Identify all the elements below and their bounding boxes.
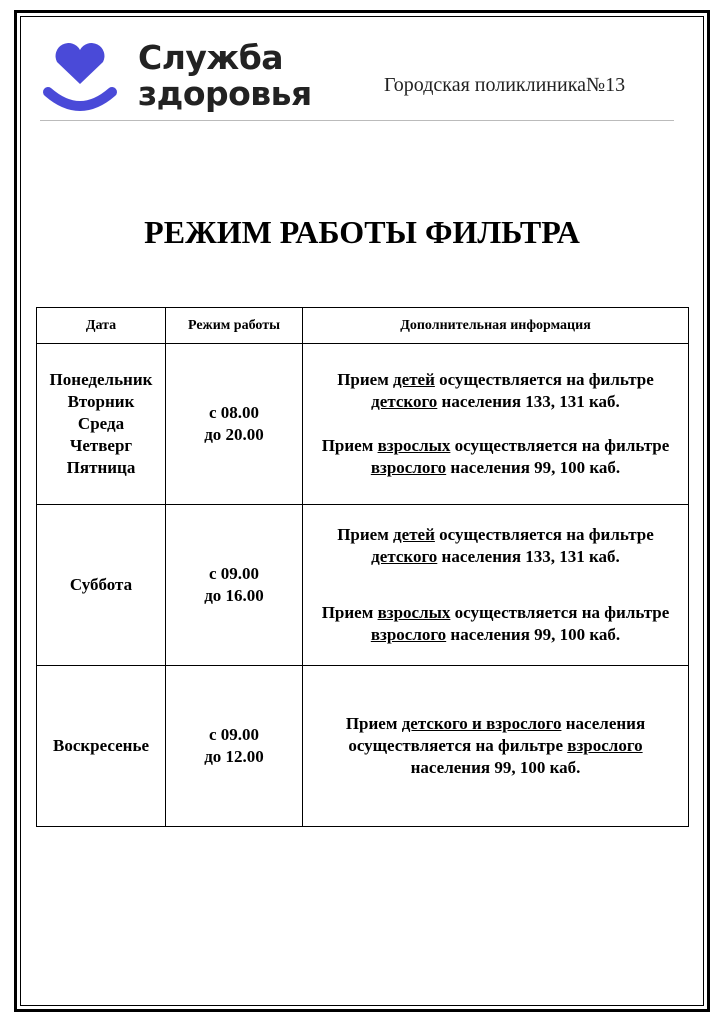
- table-header-row: [37, 308, 689, 344]
- hours-cell: [166, 344, 303, 505]
- logo-text: [138, 40, 312, 112]
- clinic-name: Городская поликлиника№13: [384, 74, 626, 96]
- adults-info: Прием взрослых осуществляется на фильтре взрослого населения 99, 100 каб.: [321, 603, 670, 644]
- day-label: Суббота: [69, 575, 133, 594]
- days-cell: [37, 666, 166, 827]
- hours-from: с 08.00: [208, 403, 260, 422]
- column-header-info: Дополнительная информация: [303, 308, 689, 344]
- hours-to: до 16.00: [204, 586, 264, 605]
- day-label: Пятница: [66, 458, 136, 477]
- logo: [40, 40, 350, 116]
- page-title: РЕЖИМ РАБОТЫ ФИЛЬТРА: [144, 214, 580, 250]
- info-cell: [303, 666, 689, 827]
- adults-info: Прием взрослых осуществляется на фильтре взрослого населения 99, 100 каб.: [321, 436, 670, 477]
- hours-from: с 09.00: [208, 564, 260, 583]
- combined-info: Прием детского и взрослого населения осуществляется на фильтре взрослого населения 99, 100 каб.: [345, 714, 646, 777]
- hours-to: до 12.00: [204, 747, 264, 766]
- hours-from: с 09.00: [208, 725, 260, 744]
- days-cell: [37, 344, 166, 505]
- children-info: Прием детей осуществляется на фильтре детского населения 133, 131 каб.: [337, 525, 654, 566]
- children-info: Прием детей осуществляется на фильтре детского населения 133, 131 каб.: [337, 370, 654, 411]
- column-header-hours: Режим работы: [166, 308, 303, 344]
- logo-line-1: Служба: [138, 38, 284, 77]
- hours-cell: [166, 505, 303, 666]
- schedule-table: [36, 307, 689, 827]
- logo-line-2: здоровья: [138, 74, 312, 113]
- hours-cell: [166, 666, 303, 827]
- hours-to: до 20.00: [204, 425, 264, 444]
- table-row-weekdays: [37, 344, 689, 505]
- heart-smile-icon: [40, 40, 120, 116]
- day-label: Воскресенье: [52, 736, 149, 755]
- info-cell: [303, 344, 689, 505]
- day-label: Среда: [77, 414, 125, 433]
- header-divider: [40, 120, 674, 121]
- day-label: Четверг: [69, 436, 133, 455]
- day-label: Понедельник: [49, 370, 153, 389]
- day-label: Вторник: [67, 392, 135, 411]
- days-cell: [37, 505, 166, 666]
- info-cell: [303, 505, 689, 666]
- table-row-sunday: [37, 666, 689, 827]
- table-row-saturday: [37, 505, 689, 666]
- column-header-date: Дата: [37, 308, 166, 344]
